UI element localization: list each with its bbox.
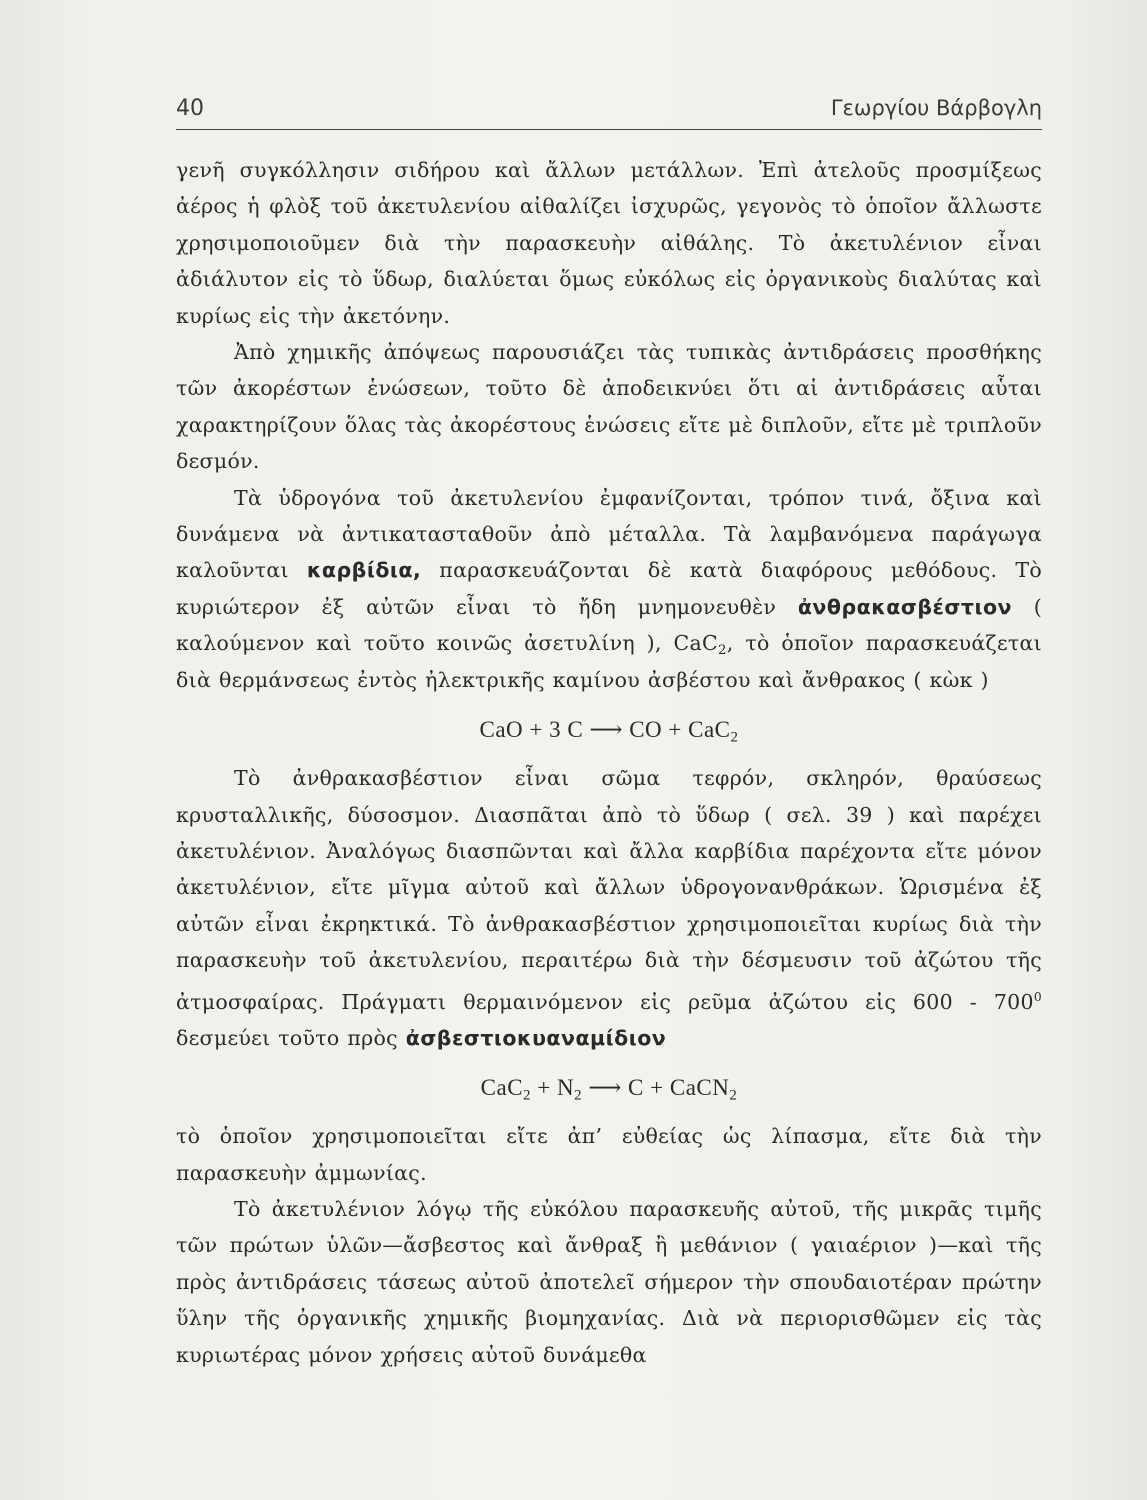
- equation-1-text: CaO + 3 C ⟶ CO + CaC: [479, 717, 731, 743]
- paragraph-4-text-a: Τὸ ἀνθρακασβέστιον εἶναι σῶμα τεφρόν, σκληρόν, θραύσεως κρυσταλλικῆς, δύσοσμον. Διασπᾶται ἀπὸ τὸ ὕδωρ ( σελ. 39 ) καὶ παρέχει ἀκετυλένιον. Ἀναλόγως διασπῶνται καὶ ἄλλα καρβίδια παρέχοντα εἴτε μόνον ἀκετυλένιον, εἴτε μῖγμα αὐτοῦ καὶ ἄλλων ὑδρογονανθράκων. Ὡρισμένα ἐξ αὐτῶν εἶναι ἐκρηκτικά. Τὸ ἀνθρακασβέστιον χρησιμοποιεῖται κυρίως διὰ τὴν παρασκευὴν τοῦ ἀκετυλενίου, περαιτέρω διὰ τὴν δέσμευσιν τοῦ ἀζώτου τῆς ἀτμοσφαίρας. Πράγματι θερμαινόμενον εἰς ρεῦμα ἀζώτου εἰς 600 - 700: [176, 766, 1042, 1014]
- paragraph-2: Ἀπὸ χημικῆς ἀπόψεως παρουσιάζει τὰς τυπικὰς ἀντιδράσεις προσθήκης τῶν ἀκορέστων ἑνώσεων, τοῦτο δὲ ἀποδεικνύει ὅτι αἱ ἀντιδράσεις αὗται χαρακτηρίζουν ὅλας τὰς ἀκορέστους ἑνώσεις εἴτε μὲ διπλοῦν, εἴτε μὲ τριπλοῦν δεσμόν.: [176, 340, 1042, 474]
- paragraph-3-text-c: ( καλούμενον καὶ τοῦτο κοινῶς ἀσετυλίνη ), CaC: [176, 594, 1042, 656]
- term-asvestiokyanamidion: ἀσβεστιοκυαναμίδιον: [405, 1025, 667, 1050]
- paragraph-4-text-b: δεσμεύει τοῦτο πρὸς: [176, 1025, 406, 1050]
- equation-2-sub-3: 2: [729, 1087, 738, 1104]
- equation-2-part-b: + N: [531, 1075, 575, 1101]
- subscript: 2: [718, 643, 727, 659]
- page-number: 40: [176, 96, 204, 121]
- equation-2-sub-2: 2: [574, 1087, 583, 1104]
- equation-2-part-c: ⟶ C + CaCN: [582, 1075, 730, 1101]
- equation-1: [176, 704, 1042, 756]
- equation-1-subscript: 2: [730, 729, 739, 746]
- equation-2-part-a: CaC: [480, 1075, 524, 1101]
- paragraph-5: τὸ ὁποῖον χρησιμοποιεῖται εἴτε ἀπ’ εὐθείας ὡς λίπασμα, εἴτε διὰ τὴν παρασκευὴν ἀμμωνίας.: [176, 1124, 1042, 1185]
- running-head: Γεωργίου Βάρβογλη: [830, 96, 1042, 120]
- degree-superscript: 0: [1033, 989, 1042, 1004]
- body-text: [176, 152, 1042, 1373]
- paragraph-3-text-b: παρασκευάζονται δὲ κατὰ διαφόρους μεθόδους. Τὸ κυριώτερον ἐξ αὐτῶν εἶναι τὸ ἤδη μνημονευθὲν: [176, 558, 1042, 619]
- paragraph-6: Τὸ ἀκετυλένιον λόγῳ τῆς εὐκόλου παρασκευῆς αὐτοῦ, τῆς μικρᾶς τιμῆς τῶν πρώτων ὑλῶν—ἄσβεστος καὶ ἄνθραξ ἢ μεθάνιον ( γαιαέριον )—καὶ τῆς πρὸς ἀντιδράσεις τάσεως αὐτοῦ ἀποτελεῖ σήμερον τὴν σπουδαιοτέραν πρώτην ὕλην τῆς ὀργανικῆς χημικῆς βιομηχανίας. Διὰ νὰ περιορισθῶμεν εἰς τὰς κυριωτέρας μόνον χρήσεις αὐτοῦ δυνάμεθα: [176, 1196, 1042, 1367]
- header-rule: [176, 129, 1042, 130]
- paragraph-4: [176, 760, 1042, 1056]
- equation-2-sub-1: 2: [523, 1087, 532, 1104]
- term-anthrakasvestion: ἀνθρακασβέστιον: [797, 594, 1013, 619]
- paragraph-3: [176, 480, 1042, 698]
- paragraph-1: γενῆ συγκόλλησιν σιδήρου καὶ ἄλλων μετάλλων. Ἐπὶ ἀτελοῦς προσμίξεως ἀέρος ἡ φλὸξ τοῦ ἀκετυλενίου αἰθαλίζει ἰσχυρῶς, γεγονὸς τὸ ὁποῖον ἄλλωστε χρησιμοποιοῦμεν διὰ τὴν παρασκευὴν αἰθάλης. Τὸ ἀκετυλένιον εἶναι ἀδιάλυτον εἰς τὸ ὕδωρ, διαλύεται ὅμως εὐκόλως εἰς ὀργανικοὺς διαλύτας καὶ κυρίως εἰς τὴν ἀκετόνην.: [176, 158, 1042, 328]
- paragraph-3-text-a: Τὰ ὑδρογόνα τοῦ ἀκετυλενίου ἐμφανίζονται, τρόπον τινά, ὄξινα καὶ δυνάμενα νὰ ἀντικατασταθοῦν ἀπὸ μέταλλα. Τὰ λαμβανόμενα παράγωγα καλοῦνται: [176, 485, 1042, 583]
- term-karbidia: καρβίδια,: [306, 558, 422, 583]
- equation-2: [176, 1062, 1042, 1114]
- page-header: [176, 96, 1042, 126]
- paragraph-3-text-d: , τὸ ὁποῖον παρασκευάζεται διὰ θερμάνσεως ἐντὸς ἠλεκτρικῆς καμίνου ἀσβέστου καὶ ἄνθρακος ( κὼκ ): [176, 631, 1042, 692]
